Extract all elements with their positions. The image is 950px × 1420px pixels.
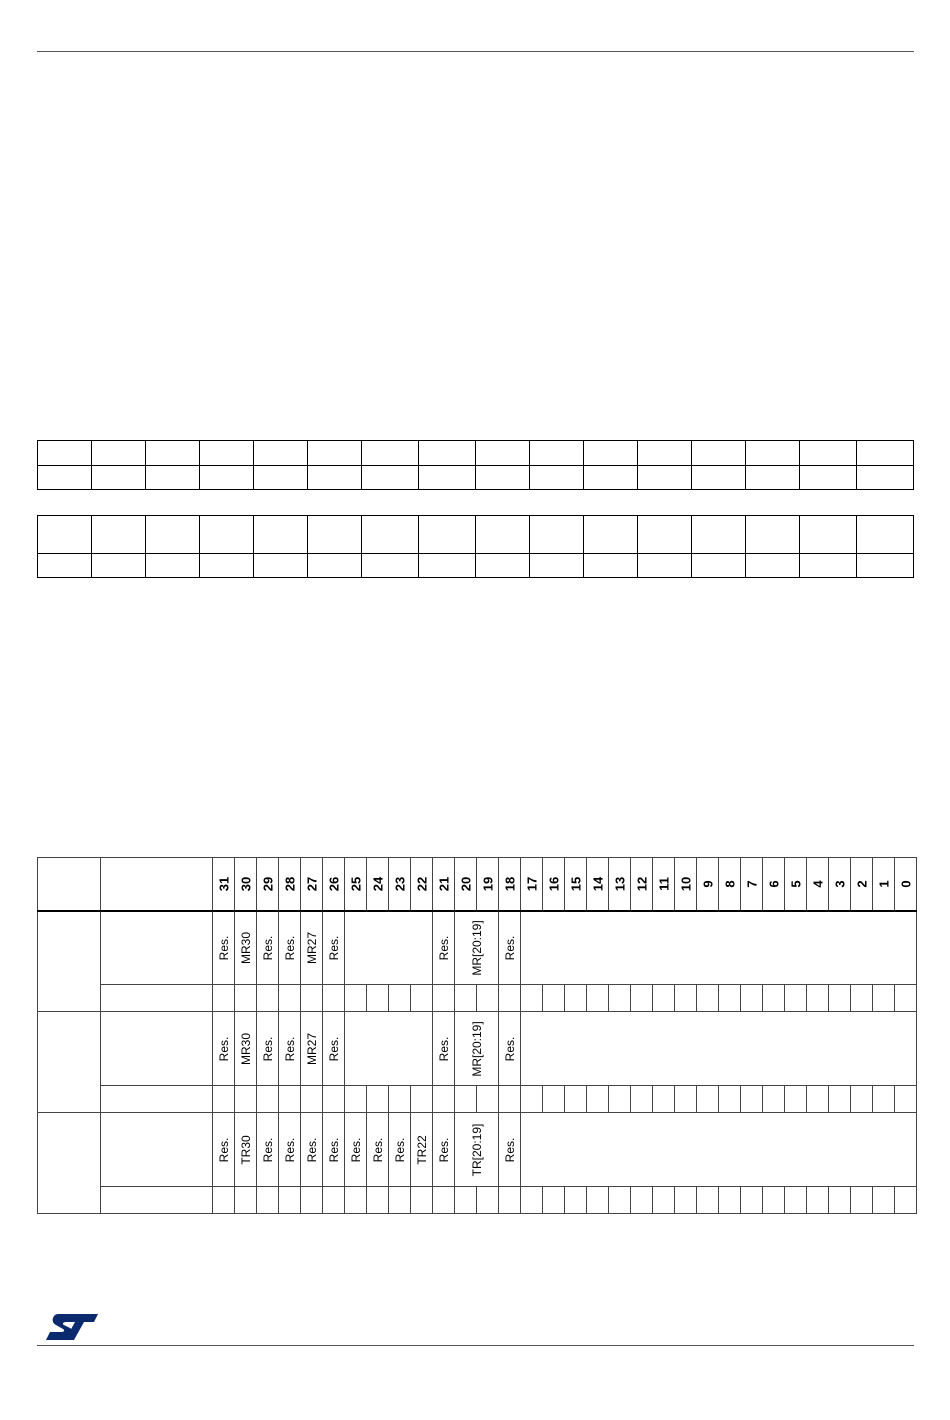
bit-header-cell: 25 [345, 858, 367, 911]
field-cell: MR[20:19] [455, 1012, 499, 1086]
field-cell: Res. [257, 1113, 279, 1187]
bitfield-box-lower [37, 515, 914, 578]
field-cell: Res. [499, 1113, 521, 1187]
offset-header-cell [38, 858, 101, 911]
field-cell: Res. [323, 1012, 345, 1086]
bit-header-cell: 15 [565, 858, 587, 911]
footer-rule [37, 1345, 914, 1346]
field-cell: Res. [345, 1113, 367, 1187]
bit-header-cell: 2 [851, 858, 873, 911]
field-cell: MR30 [235, 911, 257, 985]
field-cell: MR27 [301, 1012, 323, 1086]
bit-header-cell: 9 [697, 858, 719, 911]
bit-header-cell: 0 [895, 858, 917, 911]
register-header-cell [101, 858, 213, 911]
bit-header-cell: 19 [477, 858, 499, 911]
field-cell: Res. [279, 1012, 301, 1086]
field-cell: TR30 [235, 1113, 257, 1187]
field-cell-blank [521, 1113, 917, 1187]
header-rule [37, 51, 914, 52]
bit-header-cell: 18 [499, 858, 521, 911]
bit-header-cell: 23 [389, 858, 411, 911]
bit-header-cell: 31 [213, 858, 235, 911]
bit-header-cell: 1 [873, 858, 895, 911]
field-cell-blank [521, 1012, 917, 1086]
bit-header-cell: 3 [829, 858, 851, 911]
reset-value-row [38, 1187, 917, 1214]
bit-header-cell: 7 [741, 858, 763, 911]
bitfield-box-upper [37, 440, 914, 490]
reset-value-row [38, 1086, 917, 1113]
bit-header-cell: 30 [235, 858, 257, 911]
bit-header-cell: 27 [301, 858, 323, 911]
field-cell: Res. [323, 1113, 345, 1187]
field-cell: Res. [257, 1012, 279, 1086]
register-field-row [38, 1012, 917, 1086]
register-name-cell [101, 1012, 213, 1086]
bit-number-header-row [38, 858, 917, 911]
field-cell: Res. [499, 911, 521, 985]
reset-label-cell [101, 1086, 213, 1113]
bit-header-cell: 21 [433, 858, 455, 911]
bit-header-cell: 16 [543, 858, 565, 911]
field-cell: Res. [433, 911, 455, 985]
bit-header-cell: 17 [521, 858, 543, 911]
register-field-row [38, 1113, 917, 1187]
reset-value-row [38, 985, 917, 1012]
field-cell: TR22 [411, 1113, 433, 1187]
field-cell: Res. [433, 1113, 455, 1187]
st-logo [44, 1312, 100, 1342]
bit-header-cell: 12 [631, 858, 653, 911]
bit-header-cell: 14 [587, 858, 609, 911]
field-cell: Res. [213, 1012, 235, 1086]
field-cell: Res. [213, 1113, 235, 1187]
bit-header-cell: 26 [323, 858, 345, 911]
register-field-row [38, 911, 917, 985]
bit-header-cell: 10 [675, 858, 697, 911]
bit-header-cell: 24 [367, 858, 389, 911]
offset-cell [38, 911, 101, 1012]
bit-header-cell: 6 [763, 858, 785, 911]
offset-cell [38, 1012, 101, 1113]
bit-header-cell: 28 [279, 858, 301, 911]
field-cell: MR[20:19] [455, 911, 499, 985]
bit-header-cell: 20 [455, 858, 477, 911]
field-cell: Res. [433, 1012, 455, 1086]
field-cell: Res. [389, 1113, 411, 1187]
bit-header-cell: 4 [807, 858, 829, 911]
field-cell: Res. [213, 911, 235, 985]
field-cell: TR[20:19] [455, 1113, 499, 1187]
field-cell: Res. [279, 911, 301, 985]
bit-header-cell: 8 [719, 858, 741, 911]
field-cell-blank [345, 911, 433, 985]
field-cell: Res. [301, 1113, 323, 1187]
field-cell-blank [345, 1012, 433, 1086]
bit-header-cell: 13 [609, 858, 631, 911]
field-cell: Res. [279, 1113, 301, 1187]
bit-header-cell: 29 [257, 858, 279, 911]
field-cell: Res. [367, 1113, 389, 1187]
register-name-cell [101, 911, 213, 985]
field-cell: MR30 [235, 1012, 257, 1086]
field-cell: Res. [499, 1012, 521, 1086]
reset-label-cell [101, 1187, 213, 1214]
field-cell: Res. [257, 911, 279, 985]
bit-header-cell: 5 [785, 858, 807, 911]
register-name-cell [101, 1113, 213, 1187]
bit-header-cell: 11 [653, 858, 675, 911]
reset-label-cell [101, 985, 213, 1012]
field-cell: MR27 [301, 911, 323, 985]
bit-header-cell: 22 [411, 858, 433, 911]
field-cell-blank [521, 911, 917, 985]
field-cell: Res. [323, 911, 345, 985]
register-map-table [37, 857, 917, 1214]
offset-cell [38, 1113, 101, 1214]
